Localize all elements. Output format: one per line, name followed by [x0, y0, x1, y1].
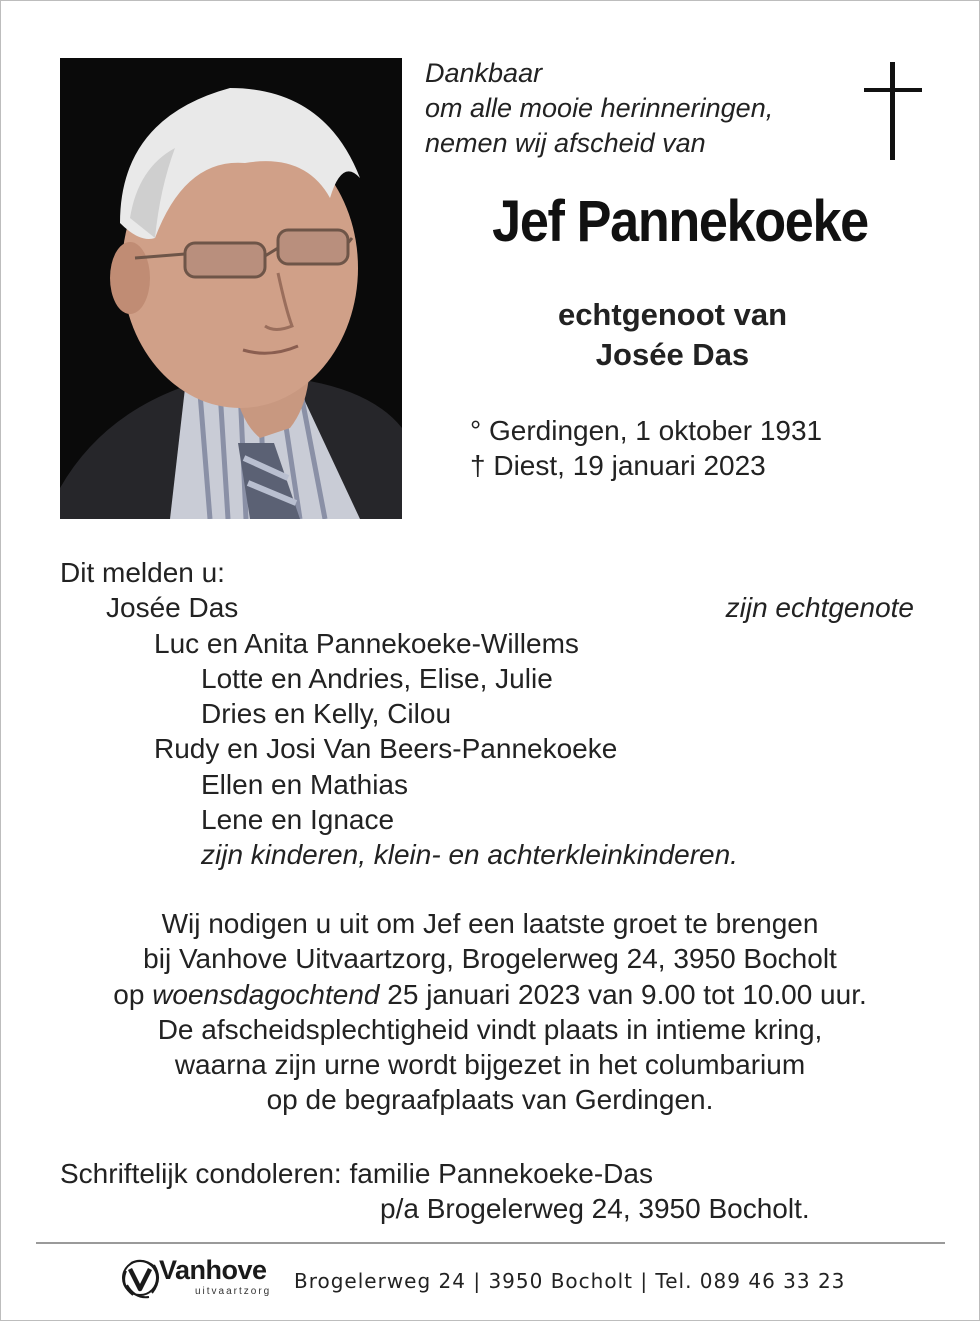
spouse-row — [60, 590, 920, 625]
family-member: Lene en Ignace — [201, 804, 395, 836]
family-member: Dries en Kelly, Cilou — [201, 698, 452, 730]
invitation-line-1: Wij nodigen u uit om Jef een laatste groet te brengen — [161, 908, 819, 939]
condolences — [60, 1156, 810, 1227]
birth-symbol: ° — [470, 415, 482, 446]
announcement-heading: Dit melden u: — [60, 557, 225, 588]
relation-label: echtgenoot van — [557, 297, 788, 332]
intro-line-1: Dankbaar — [425, 58, 543, 88]
invitation-line-5: waarna zijn urne wordt bijgezet in het columbarium — [174, 1049, 806, 1081]
intro-text — [425, 56, 773, 161]
invitation-line-3-emphasis: woensdagochtend — [152, 978, 380, 1010]
birth-row — [470, 413, 822, 448]
life-dates — [470, 413, 822, 483]
death-symbol: † — [470, 450, 486, 481]
family-member: Ellen en Mathias — [201, 768, 409, 800]
deceased-name: Jef Pannekoeke — [492, 189, 868, 254]
cross-icon — [864, 62, 922, 160]
intro-line-3: nemen wij afscheid van — [425, 128, 706, 158]
family-member: Lotte en Andries, Elise, Julie — [201, 662, 553, 694]
portrait-photo — [60, 58, 402, 519]
family-member: Luc en Anita Pannekoeke-Willems — [154, 627, 579, 659]
spouse-name: Josée Das — [595, 337, 750, 372]
condolences-line-2: p/a Brogelerweg 24, 3950 Bocholt. — [380, 1193, 810, 1225]
logo-subtitle: uitvaartzorg — [195, 1286, 272, 1297]
condolences-line-1: Schriftelijk condoleren: familie Pannekoeke-Das — [60, 1158, 653, 1189]
invitation — [30, 906, 950, 1118]
spouse-block — [420, 295, 925, 375]
footer-address: Brogelerweg 24 | 3950 Bocholt | Tel. 089 46 33 23 — [294, 1269, 846, 1293]
invitation-line-3-prefix: op — [113, 978, 153, 1010]
birth-date: Gerdingen, 1 oktober 1931 — [488, 415, 823, 446]
invitation-line-4: De afscheidsplechtigheid vindt plaats in intieme kring, — [157, 1013, 823, 1045]
spouse-row-role: zijn echtgenote — [725, 592, 914, 624]
swirl-logo-icon — [117, 1255, 163, 1301]
family-role: zijn kinderen, klein- en achterkleinkinderen. — [201, 839, 738, 871]
family-member: Rudy en Josi Van Beers-Pannekoeke — [154, 733, 618, 765]
invitation-line-3 — [30, 977, 950, 1012]
invitation-line-2: bij Vanhove Uitvaartzorg, Brogelerweg 24, 3950 Bocholt — [143, 943, 837, 975]
death-date: Diest, 19 januari 2023 — [493, 450, 766, 481]
intro-line-2: om alle mooie herinneringen, — [425, 93, 774, 123]
death-row — [470, 448, 822, 483]
footer-divider — [36, 1242, 945, 1244]
announcement — [60, 555, 920, 873]
logo-name: Vanhove — [159, 1255, 267, 1285]
spouse-row-name: Josée Das — [106, 592, 239, 624]
vanhove-logo — [117, 1255, 287, 1305]
invitation-line-6: op de begraafplaats van Gerdingen. — [266, 1084, 714, 1116]
invitation-line-3-suffix: 25 januari 2023 van 9.00 tot 10.00 uur. — [379, 978, 867, 1010]
